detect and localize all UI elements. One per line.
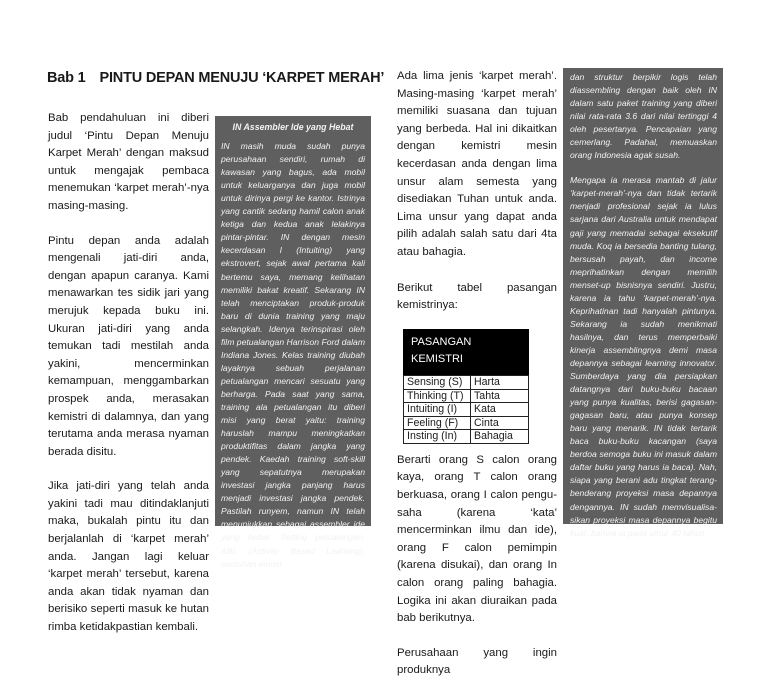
- paragraph: Ada lima jenis ‘karpet merah’. Masing-masing ‘karpet merah’ memiliki suasana dan tujuan yang berbeda. Hal ini dikaitkan dengan kemistri mesin kecerdasan anda dengan lima unsur alam semesta yang disediakan Tuhan untuk anda. Lima unsur yang dapat anda pilih adalah salah satu dari 4ta atau bahagia.: [397, 70, 557, 258]
- table-cell: Harta: [471, 375, 529, 389]
- table-cell: Tahta: [471, 389, 529, 403]
- pairs-table: [403, 375, 529, 444]
- sidebar-title: IN Assembler Ide yang Hebat: [232, 122, 354, 132]
- paragraph: Jika jati-diri yang telah anda yakini tadi mau ditindaklanjuti maka, bukalah pintu itu dan berjalanlah di ‘karpet merah’ anda. Jangan lagi keluar ‘karpet merah’ tersebut, karena anda akan tidak nyaman dan berisiko seperti masuk ke hutan rimba ketidakpastian kembali.: [48, 480, 209, 634]
- table-header: PASANGAN KEMISTRI: [403, 329, 529, 375]
- table-cell: Thinking (T): [404, 389, 471, 403]
- sidebar-paragraph: dan struktur berpikir logis telah diassembling dengan baik oleh IN dalam satu paket training yang diberi nilai rata-rata 3.6 dari nilai tertinggi 4 oleh pesertanya. Pencapaian yang cemerlang. Padahal, memuaskan orang Indonesia agak susah.: [570, 72, 717, 161]
- paragraph: Perusahaan yang ingin produknya: [397, 646, 557, 677]
- chapter-number: Bab 1: [47, 70, 86, 86]
- chapter-title: PINTU DEPAN MENUJU ‘KARPET MERAH’: [99, 70, 385, 86]
- sidebar-box-in-assembler: [215, 116, 371, 569]
- column-3: [397, 68, 557, 697]
- table-row: [404, 403, 529, 417]
- sidebar-box-continued: [563, 68, 723, 538]
- table-cell: Feeling (F): [404, 416, 471, 430]
- table-cell: Intuiting (I): [404, 403, 471, 417]
- sidebar-paragraph: Mengapa ia merasa mantab di jalur ‘karpet-merah’-nya dan tidak tertarik menjadi profesional sejak ia lulus sarjana dari Australia untuk mendapat gaji yang memadai sebagai eksekutif muda. Koq ia bersedia banting tulang, bersusah payah, dan income meprihatinkan dengan memilih menset-up bisnisnya sendiri. Justru, karena ia tahu ‘karpet-merah’-nya. Keprihatinan tadi hanyalah pintunya. Sekarang ia sudah menikmati hasilnya, dan terus memperbaiki kinerja assemblingnya demi masa depannya sebagai learning innovator. Sumberdaya yang dia persiapkan datangnya dari buku-buku bacaan yang punya kualitas, berisi gagasan-gagasan baru, atau punya konsep baru yang menarik. IN tidak tertarik baca buku-buku kacangan (saya berdoa semoga buku ini masuk dalam daftar buku yang harus ia baca). Nah, siapa yang berani adu tingkat terang-benderang proyeksi masa depannya dengannya. IN sudah memvisualisa-sikan proyeksi masa depannya begitu kuat, bahwa ia pada umur 40 tahun: [570, 175, 717, 538]
- paragraph: Berarti orang S calon orang kaya, orang T calon orang berkuasa, orang I calon pengu- saha (karena ‘kata’ mencerminkan ilmu dan ide), orang F calon pemimpin (karena disukai), dan orang In calon orang paling bahagia. Logika ini akan diuraikan pada bab berikutnya.: [397, 453, 557, 625]
- table-intro: Berikut tabel pasangan kemistrinya:: [397, 281, 557, 312]
- table-cell: Insting (In): [404, 430, 471, 444]
- table-cell: Cinta: [471, 416, 529, 430]
- chemistry-table: [403, 329, 529, 444]
- table-row: [404, 389, 529, 403]
- sidebar-text: IN masih muda sudah punya perusahaan sendiri, rumah di kawasan yang bagus, ada mobil untuk keluarganya dan juga mobil untuk dirinya pergi ke kantor. Istrinya yang cantik sedang hamil calon anak ketiga dan kedua anak lelakinya pintar-pintar. IN dengan mesin kecerdasan I (Intuiting) yang ekstrovert, sejak awal pertama kali bertemu saya, memang kelihatan memiliki bakat kreatif. Sekarang IN telah menciptakan produk-produk baru di dunia training yang maju selangkah. Idenya terinspirasi oleh film petualangan Harrison Ford dalam Indiana Jones. Kelas training diubah layaknya sebuah perjalanan petualangan mencari sesuatu yang berharga. Pada saat yang sama, training ala petualangan itu diberi misi yang berat yaitu: training haruslah mampu meningkatkan produktifitas dalam jangka yang pendek. Kaedah training soft-skill yang sepatutnya merupakan investasi jangka panjang harus menjadi investasi jangka pendek. Pastilah runyem, namun IN telah menunjukkan sebagai assembler ide yang hebat. Setting petualangan, ABL (Activity Based Learning), sentuhan emosi: [221, 141, 365, 569]
- chapter-heading: [47, 70, 384, 86]
- table-cell: Sensing (S): [404, 375, 471, 389]
- table-row: [404, 430, 529, 444]
- table-cell: Bahagia: [471, 430, 529, 444]
- paragraph: Bab pendahuluan ini diberi judul ‘Pintu Depan Menuju Karpet Merah’ dengan maksud untuk mengajak pembaca menemukan ‘karpet merah’-nya masing-masing.: [48, 112, 209, 212]
- table-row: [404, 375, 529, 389]
- table-cell: Kata: [471, 403, 529, 417]
- table-row: [404, 416, 529, 430]
- paragraph: Pintu depan anda adalah mengenali jati-diri anda, dengan apapun caranya. Kami menawarkan tes sidik jari yang merujuk kepada buku ini. Ukuran jati-diri yang anda temukan tadi mestilah anda yakini, mencerminkan kemampuan, menggambarkan prospek anda, merasakan kemistri di dalamnya, dan yang terutama anda merasa nyaman berada disitu.: [48, 234, 209, 458]
- column-1: [48, 110, 209, 654]
